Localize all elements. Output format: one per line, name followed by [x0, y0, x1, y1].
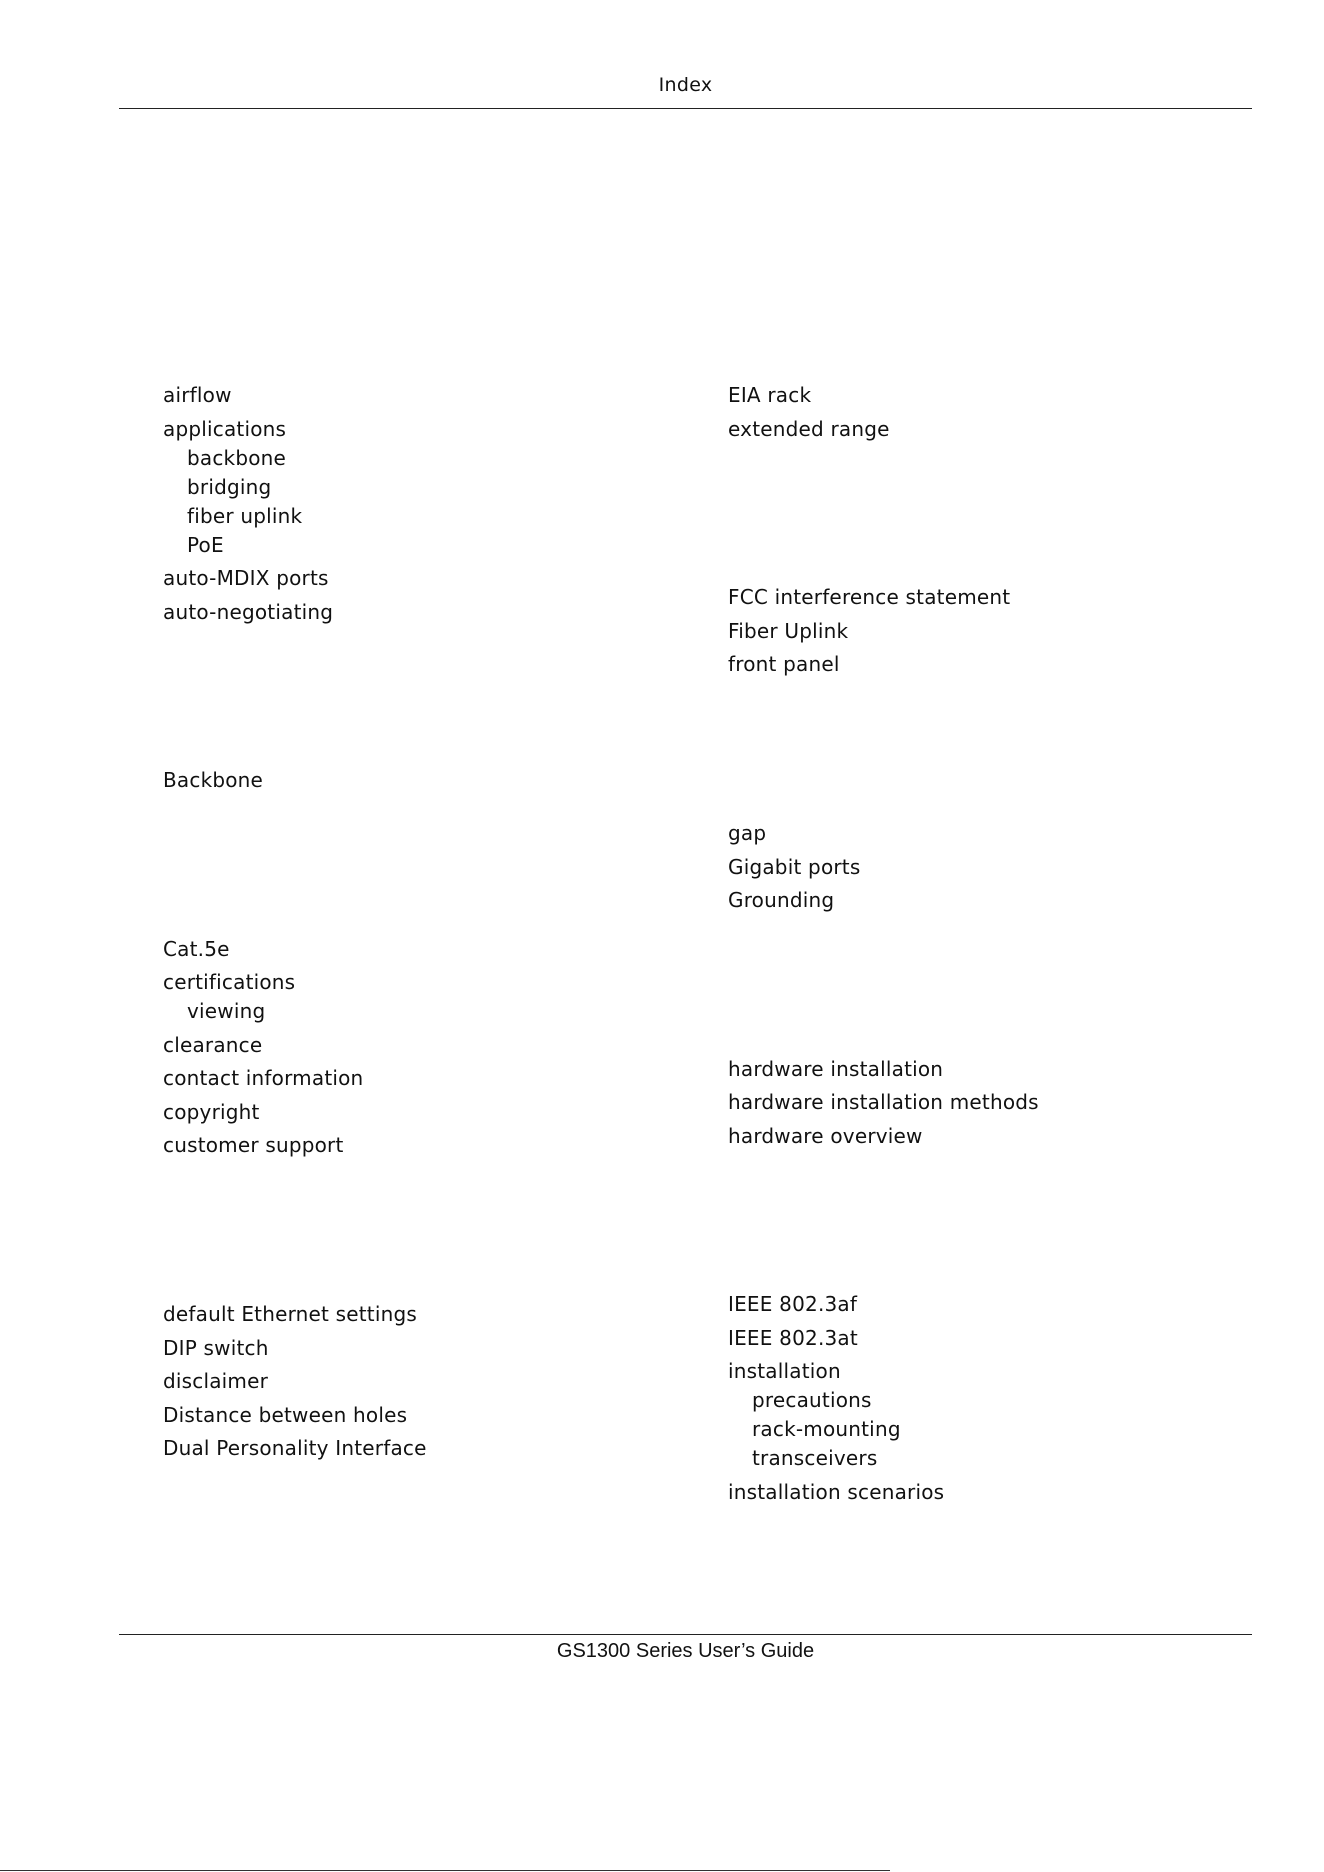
index-subentry: backbone — [187, 446, 287, 470]
index-entry: customer support — [163, 1133, 344, 1157]
index-entry: IEEE 802.3af — [728, 1292, 858, 1316]
index-entry: airflow — [163, 383, 232, 407]
footer-title: GS1300 Series User’s Guide — [556, 1640, 815, 1662]
index-entry: disclaimer — [163, 1369, 269, 1393]
index-entry: Backbone — [163, 768, 264, 792]
page-header — [119, 66, 1252, 109]
index-entry: hardware installation — [728, 1057, 944, 1081]
index-entry: default Ethernet settings — [163, 1302, 417, 1326]
index-subentry: PoE — [187, 533, 224, 557]
index-entry: auto-MDIX ports — [163, 566, 329, 590]
index-entry: auto-negotiating — [163, 600, 334, 624]
index-entry: certifications — [163, 970, 296, 994]
index-subentry: bridging — [187, 475, 272, 499]
index-entry: clearance — [163, 1033, 263, 1057]
index-entry: applications — [163, 417, 287, 441]
index-entry: hardware installation methods — [728, 1090, 1039, 1114]
index-entry: hardware overview — [728, 1124, 923, 1148]
index-entry: installation — [728, 1359, 841, 1383]
scan-edge-line — [0, 1870, 890, 1871]
page-title: Index — [658, 74, 713, 96]
index-entry: Grounding — [728, 888, 835, 912]
index-entry: Cat.5e — [163, 937, 230, 961]
index-entry: installation scenarios — [728, 1480, 945, 1504]
index-entry: Gigabit ports — [728, 855, 861, 879]
index-entry: IEEE 802.3at — [728, 1326, 858, 1350]
index-entry: FCC interference statement — [728, 585, 1011, 609]
index-subentry: precautions — [752, 1388, 872, 1412]
index-entry: front panel — [728, 652, 840, 676]
index-entry: extended range — [728, 417, 890, 441]
index-entry: Fiber Uplink — [728, 619, 849, 643]
index-entry: contact information — [163, 1066, 364, 1090]
index-entry: DIP switch — [163, 1336, 269, 1360]
index-subentry: fiber uplink — [187, 504, 303, 528]
index-subentry: transceivers — [752, 1446, 878, 1470]
page-footer — [119, 1634, 1252, 1662]
index-entry: Dual Personality Interface — [163, 1436, 427, 1460]
index-subentry: viewing — [187, 999, 266, 1023]
index-subentry: rack-mounting — [752, 1417, 901, 1441]
index-entry: gap — [728, 821, 767, 845]
index-entry: copyright — [163, 1100, 260, 1124]
index-entry: Distance between holes — [163, 1403, 408, 1427]
index-entry: EIA rack — [728, 383, 812, 407]
